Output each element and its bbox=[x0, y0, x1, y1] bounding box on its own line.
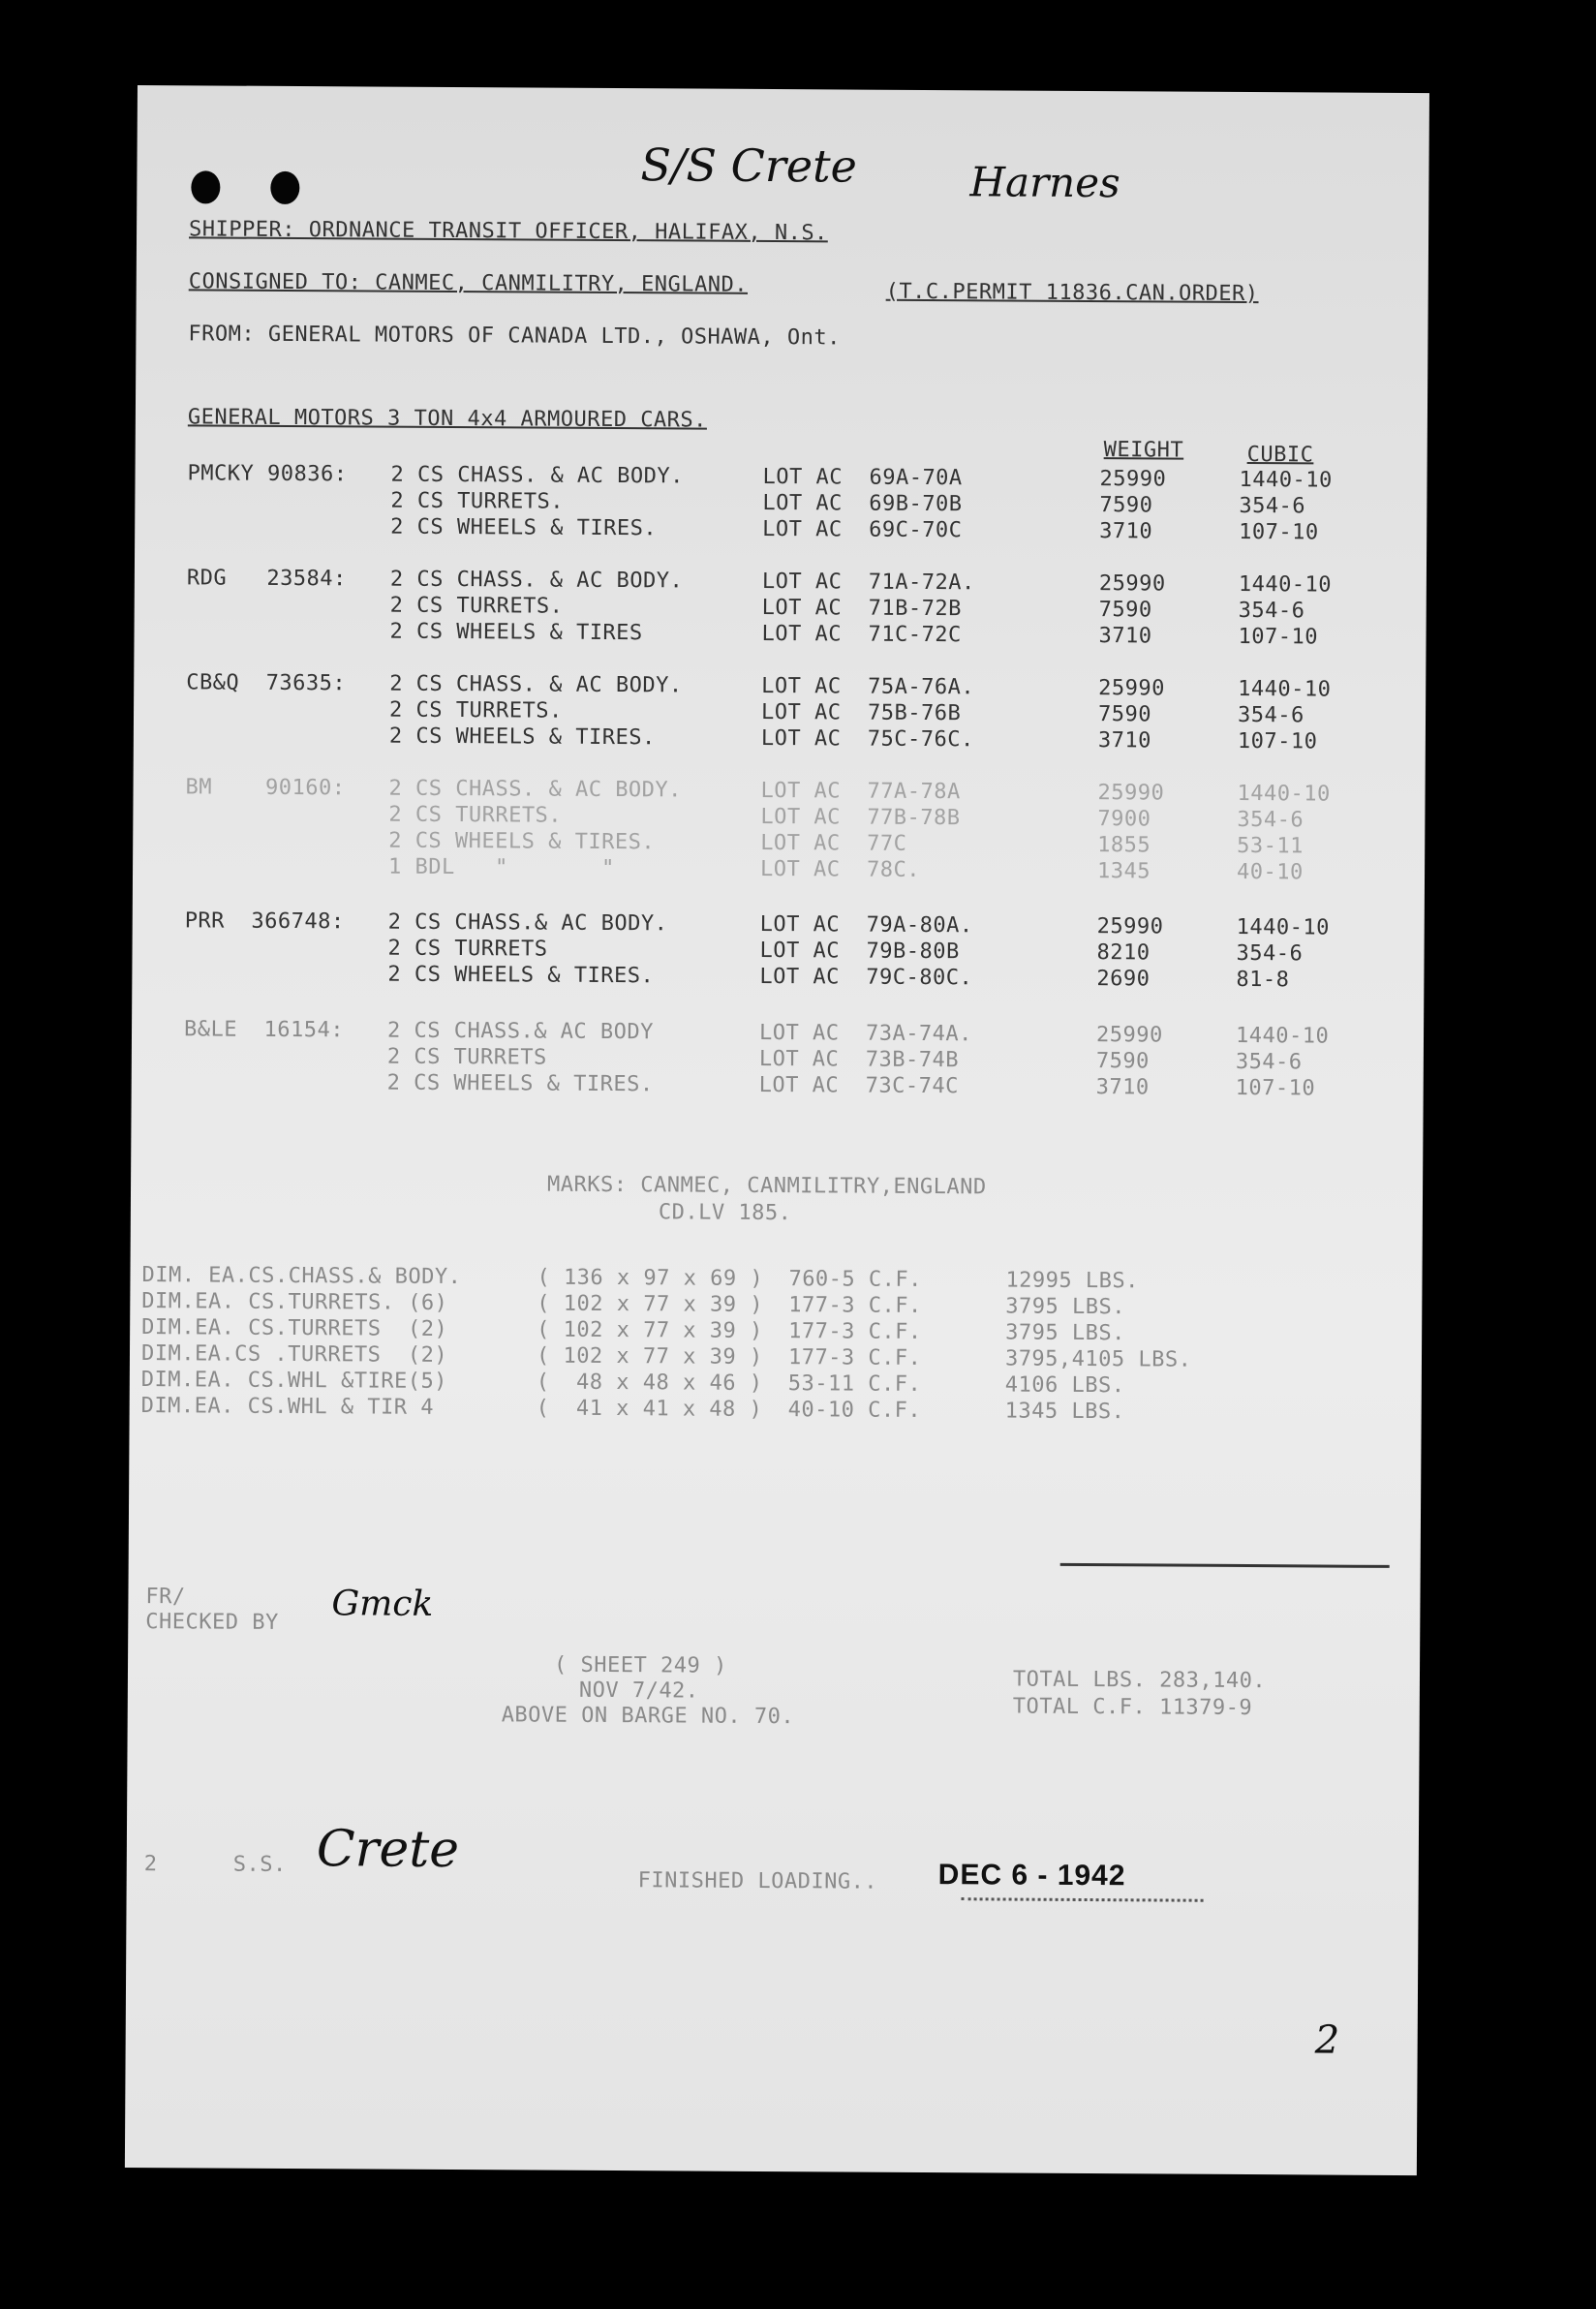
checked-signature: Gmck bbox=[331, 1584, 434, 1624]
item-weight: 3710 bbox=[1097, 728, 1151, 754]
item-weight: 25990 bbox=[1096, 914, 1164, 939]
item-weight: 7590 bbox=[1098, 598, 1152, 623]
dimension-label: DIM.EA. CS.WHL & TIR 4 bbox=[140, 1394, 435, 1420]
dimension-weight: 3795 LBS. bbox=[1005, 1320, 1125, 1346]
left-number: 2 bbox=[143, 1852, 158, 1877]
dimension-values: ( 102 x 77 x 39 ) bbox=[537, 1317, 763, 1343]
item-weight: 7590 bbox=[1099, 493, 1153, 518]
from-line: FROM: GENERAL MOTORS OF CANADA LTD., OSHAWA, Ont. bbox=[188, 322, 842, 351]
dimension-cubic-feet: 177-3 C.F. bbox=[788, 1293, 922, 1318]
item-description: 2 CS WHEELS & TIRES. bbox=[386, 1070, 654, 1097]
dimension-values: ( 136 x 97 x 69 ) bbox=[537, 1265, 764, 1291]
lot-number: LOT AC 69C-70C bbox=[762, 516, 963, 543]
item-description: 2 CS CHASS.& AC BODY bbox=[386, 1018, 655, 1045]
dimension-weight: 12995 LBS. bbox=[1005, 1268, 1140, 1294]
lot-number: LOT AC 79C-80C. bbox=[759, 964, 973, 991]
shipper-line: SHIPPER: ORDNANCE TRANSIT OFFICER, HALIFAX, N.S. bbox=[189, 217, 828, 246]
marks-line: MARKS: CANMEC, CANMILITRY,ENGLAND bbox=[546, 1172, 987, 1200]
total-lbs: TOTAL LBS. 283,140. bbox=[1012, 1667, 1267, 1694]
item-description: 2 CS TURRETS bbox=[386, 1044, 547, 1070]
item-weight: 25990 bbox=[1095, 1023, 1163, 1048]
lot-number: LOT AC 73A-74A. bbox=[758, 1020, 973, 1047]
checked-by-label: CHECKED BY bbox=[145, 1610, 279, 1635]
car-road-number: RDG 23584: bbox=[186, 566, 347, 592]
item-cubic: 1440-10 bbox=[1238, 571, 1333, 598]
item-cubic: 354-6 bbox=[1235, 1049, 1303, 1075]
item-cubic: 354-6 bbox=[1237, 702, 1304, 728]
lot-number: LOT AC 69A-70A bbox=[762, 464, 963, 491]
page-number: 2 bbox=[1314, 2017, 1340, 2063]
lot-number: LOT AC 69B-70B bbox=[762, 490, 963, 517]
typist-initials: FR/ bbox=[145, 1585, 186, 1610]
item-cubic: 107-10 bbox=[1238, 624, 1319, 650]
consigned-line: CONSIGNED TO: CANMEC, CANMILITRY, ENGLAND. bbox=[188, 269, 749, 297]
lot-number: LOT AC 79A-80A. bbox=[759, 911, 973, 939]
item-cubic: 354-6 bbox=[1238, 598, 1305, 624]
item-weight: 25990 bbox=[1099, 467, 1167, 492]
item-description: 2 CS WHEELS & TIRES. bbox=[388, 828, 656, 855]
total-rule bbox=[1060, 1563, 1390, 1568]
item-weight: 25990 bbox=[1098, 676, 1166, 701]
dimension-label: DIM.EA.CS .TURRETS (2) bbox=[140, 1341, 448, 1368]
document-page bbox=[125, 85, 1429, 2175]
barge-line: ABOVE ON BARGE NO. 70. bbox=[501, 1703, 795, 1730]
item-description: 2 CS CHASS. & AC BODY. bbox=[390, 462, 685, 489]
lot-number: LOT AC 71A-72A. bbox=[761, 569, 975, 596]
item-description: 2 CS TURRETS bbox=[387, 936, 548, 962]
lot-number: LOT AC 79B-80B bbox=[759, 938, 960, 965]
permit-line: (T.C.PERMIT 11836.CAN.ORDER) bbox=[885, 279, 1259, 307]
dimension-label: DIM.EA. CS.TURRETS. (6) bbox=[141, 1289, 448, 1315]
dimension-cubic-feet: 40-10 C.F. bbox=[787, 1398, 922, 1423]
dimension-cubic-feet: 53-11 C.F. bbox=[787, 1371, 922, 1397]
item-cubic: 1440-10 bbox=[1237, 781, 1331, 807]
car-road-number: PRR 366748: bbox=[184, 908, 345, 935]
item-description: 2 CS WHEELS & TIRES. bbox=[387, 962, 655, 989]
lot-number: LOT AC 77C bbox=[760, 830, 907, 856]
item-description: 2 CS WHEELS & TIRES bbox=[389, 619, 643, 646]
sheet-number: ( SHEET 249 ) bbox=[553, 1652, 727, 1678]
item-description: 2 CS TURRETS. bbox=[389, 593, 564, 619]
dimension-values: ( 102 x 77 x 39 ) bbox=[537, 1291, 764, 1317]
item-description: 2 CS CHASS.& AC BODY. bbox=[387, 909, 668, 937]
item-cubic: 354-6 bbox=[1236, 940, 1304, 967]
dimension-cubic-feet: 760-5 C.F. bbox=[788, 1267, 923, 1292]
lot-number: LOT AC 73C-74C bbox=[758, 1072, 959, 1099]
dimension-values: ( 48 x 48 x 46 ) bbox=[536, 1370, 763, 1396]
dimension-label: DIM.EA. CS.TURRETS (2) bbox=[141, 1315, 448, 1341]
dimension-weight: 3795 LBS. bbox=[1005, 1294, 1126, 1320]
sheet-date: NOV 7/42. bbox=[578, 1678, 699, 1704]
item-cubic: 1440-10 bbox=[1238, 676, 1332, 702]
item-cubic: 354-6 bbox=[1239, 493, 1306, 519]
finished-loading-label: FINISHED LOADING.. bbox=[637, 1868, 878, 1894]
item-weight: 1855 bbox=[1097, 833, 1151, 858]
dimension-values: ( 102 x 77 x 39 ) bbox=[536, 1343, 763, 1370]
weight-header: WEIGHT bbox=[1103, 438, 1184, 463]
item-description: 1 BDL " " bbox=[387, 854, 615, 881]
date-stamp: DEC 6 - 1942 bbox=[937, 1859, 1126, 1893]
item-description: 2 CS TURRETS. bbox=[388, 697, 563, 723]
item-description: 2 CS WHEELS & TIRES. bbox=[388, 723, 656, 751]
dimension-weight: 3795,4105 LBS. bbox=[1004, 1346, 1192, 1372]
item-description: 2 CS TURRETS. bbox=[388, 802, 563, 828]
ss-label: S.S. bbox=[232, 1852, 287, 1877]
car-road-number: B&LE 16154: bbox=[183, 1017, 345, 1043]
punch-hole bbox=[191, 170, 220, 203]
item-weight: 25990 bbox=[1097, 781, 1165, 806]
lot-number: LOT AC 77A-78A bbox=[760, 778, 961, 805]
handwritten-name: Harnes bbox=[969, 158, 1120, 207]
item-weight: 1345 bbox=[1096, 859, 1151, 884]
item-weight: 7900 bbox=[1097, 807, 1151, 832]
item-weight: 25990 bbox=[1098, 571, 1166, 597]
item-weight: 7590 bbox=[1097, 702, 1152, 727]
item-description: 2 CS TURRETS. bbox=[390, 488, 565, 514]
item-cubic: 81-8 bbox=[1236, 967, 1290, 993]
dimension-cubic-feet: 177-3 C.F. bbox=[787, 1345, 922, 1370]
item-cubic: 107-10 bbox=[1239, 519, 1319, 545]
handwritten-ship: S/S Crete bbox=[640, 139, 857, 193]
total-cf: TOTAL C.F. 11379-9 bbox=[1012, 1694, 1253, 1721]
item-weight: 3710 bbox=[1099, 519, 1153, 544]
item-weight: 8210 bbox=[1096, 940, 1151, 966]
dimension-values: ( 41 x 41 x 48 ) bbox=[536, 1396, 763, 1422]
ss-name-handwritten: Crete bbox=[316, 1820, 460, 1880]
item-weight: 3710 bbox=[1098, 624, 1152, 649]
dimension-label: DIM. EA.CS.CHASS.& BODY. bbox=[141, 1263, 462, 1290]
item-description: 2 CS CHASS. & AC BODY. bbox=[389, 671, 683, 698]
car-road-number: CB&Q 73635: bbox=[186, 670, 347, 696]
car-road-number: PMCKY 90836: bbox=[187, 461, 348, 487]
item-cubic: 107-10 bbox=[1235, 1075, 1316, 1101]
dimension-cubic-feet: 177-3 C.F. bbox=[788, 1319, 922, 1344]
item-cubic: 53-11 bbox=[1237, 833, 1304, 859]
punch-hole bbox=[270, 171, 299, 204]
lot-number: LOT AC 78C. bbox=[759, 856, 921, 882]
car-road-number: BM 90160: bbox=[185, 775, 346, 801]
item-cubic: 40-10 bbox=[1236, 859, 1304, 885]
item-cubic: 1440-10 bbox=[1236, 914, 1331, 940]
dimension-label: DIM.EA. CS.WHL &TIRE(5) bbox=[140, 1368, 448, 1394]
lot-number: LOT AC 75C-76C. bbox=[760, 725, 974, 753]
lot-number: LOT AC 73B-74B bbox=[758, 1046, 960, 1073]
lot-number: LOT AC 71B-72B bbox=[761, 595, 962, 622]
lot-number: LOT AC 75A-76A. bbox=[761, 673, 975, 700]
item-weight: 3710 bbox=[1095, 1075, 1150, 1100]
dimension-weight: 4106 LBS. bbox=[1004, 1372, 1125, 1399]
lot-number: LOT AC 71C-72C bbox=[761, 621, 962, 648]
item-weight: 2690 bbox=[1096, 967, 1151, 992]
item-description: 2 CS CHASS. & AC BODY. bbox=[389, 567, 684, 594]
item-description: 2 CS WHEELS & TIRES. bbox=[390, 514, 658, 541]
dimension-weight: 1345 LBS. bbox=[1004, 1399, 1125, 1425]
item-cubic: 107-10 bbox=[1237, 728, 1318, 754]
lot-number: LOT AC 75B-76B bbox=[760, 699, 962, 726]
item-cubic: 354-6 bbox=[1237, 807, 1304, 833]
section-title: GENERAL MOTORS 3 TON 4x4 ARMOURED CARS. bbox=[187, 405, 708, 433]
item-cubic: 1440-10 bbox=[1239, 467, 1333, 493]
marks-code: CD.LV 185. bbox=[658, 1200, 792, 1226]
dotted-line bbox=[962, 1893, 1204, 1902]
item-description: 2 CS CHASS. & AC BODY. bbox=[388, 776, 683, 803]
item-cubic: 1440-10 bbox=[1235, 1023, 1330, 1049]
lot-number: LOT AC 77B-78B bbox=[760, 804, 961, 831]
cubic-header: CUBIC bbox=[1246, 443, 1314, 468]
item-weight: 7590 bbox=[1095, 1049, 1150, 1074]
